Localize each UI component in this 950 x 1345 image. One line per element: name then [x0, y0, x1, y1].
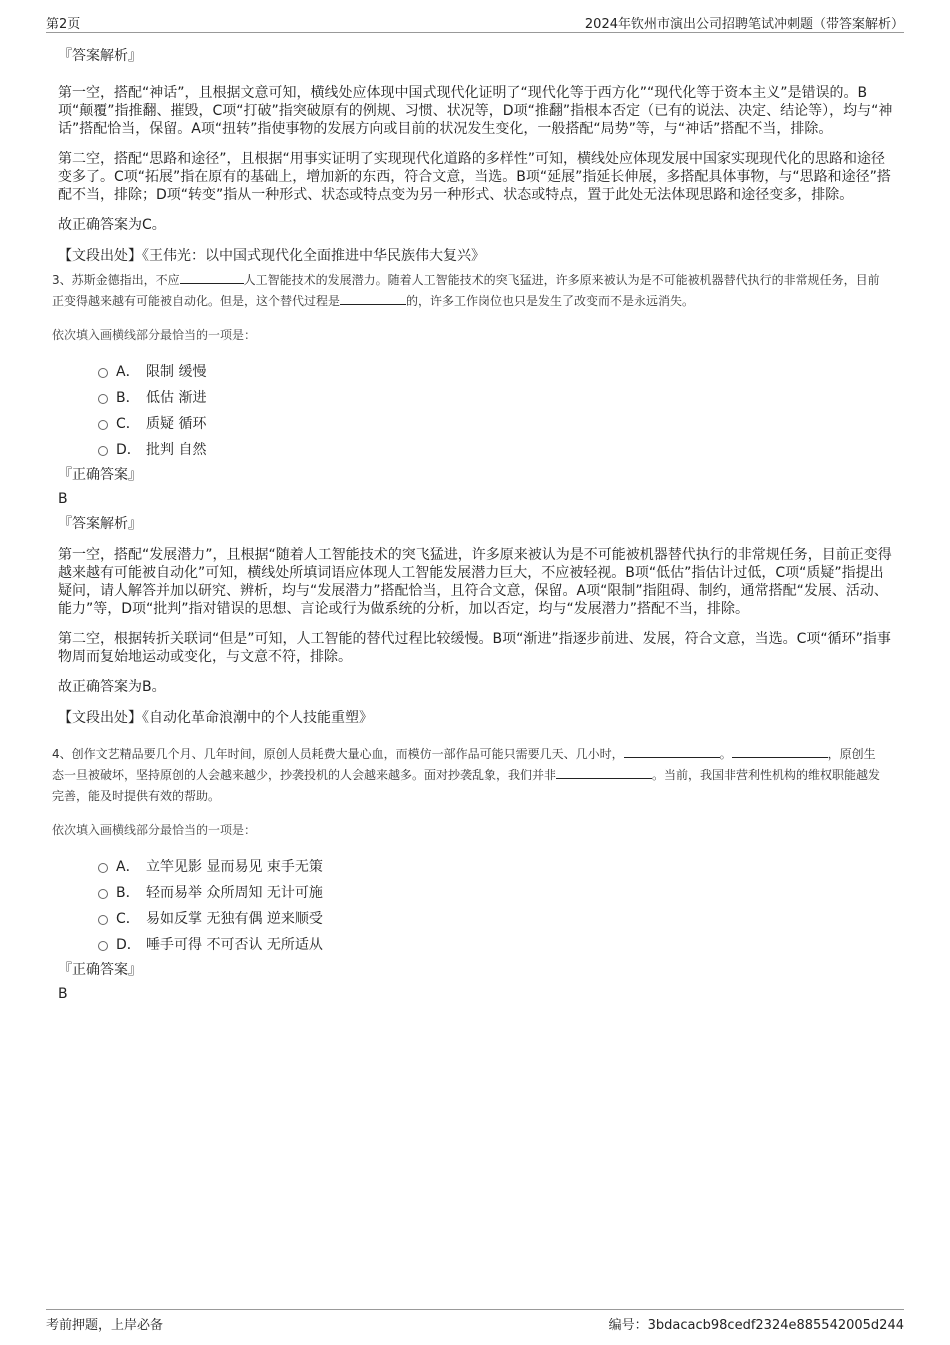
fill-blank	[340, 291, 406, 305]
correct-answer: B	[58, 986, 68, 1002]
radio-button-icon[interactable]	[98, 420, 108, 430]
footer-slogan: 考前押题，上岸必备	[46, 1318, 164, 1333]
fill-blank	[624, 744, 720, 758]
option-c[interactable]: C． 易如反掌 无独有偶 逆来顺受	[98, 905, 893, 931]
fill-blank	[556, 765, 652, 779]
radio-button-icon[interactable]	[98, 394, 108, 404]
fill-blank	[180, 270, 244, 284]
document-title: 2024年钦州市演出公司招聘笔试冲刺题（带答案解析）	[584, 17, 904, 32]
radio-button-icon[interactable]	[98, 915, 108, 925]
question-3-text: 3、苏斯金德指出，不应 人工智能技术的发展潜力。随着人工智能技术的突飞猛进，许多原来被认为是不可能被机器替代执行的非常规任务，目前正变得越来越有可能被自动化。但是，这个替代过程是 的，许多工作岗位也只是发生了改变而不是永远消失。	[52, 270, 887, 312]
option-d[interactable]: D． 唾手可得 不可否认 无所适从	[98, 931, 893, 957]
correct-answer: B	[58, 491, 68, 507]
question-4-options	[98, 853, 893, 957]
analysis-paragraph: 第二空，搭配“思路和途径”，且根据“用事实证明了实现现代化道路的多样性”可知，横线处应体现发展中国家实现现代化的思路和途径变多了。C项“拓展”指在原有的基础上，增加新的东西，符合文意，当选。B项“延展”指延长伸展，多搭配具体事物，与“思路和途径”搭配不当，排除；D项“转变”指从一种形式、状态或特点变为另一种形式、状态或特点，置于此处无法体现思路和途径变多，排除。	[58, 151, 891, 203]
correct-answer-label: 『正确答案』	[58, 962, 142, 978]
page-footer	[46, 1309, 904, 1333]
analysis-paragraph: 第一空，搭配“神话”，且根据文意可知，横线处应体现中国式现代化证明了“现代化等于西方化”“现代化等于资本主义”是错误的。B项“颠覆”指推翻、摧毁，C项“打破”指突破原有的例规、习惯、状况等，D项“推翻”指根本否定（已有的说法、决定、结论等），均与“神话”搭配恰当，保留。A项“扭转”指使事物的发展方向或目前的状况发生变化，一般搭配“局势”等，与“神话”搭配不当，排除。	[58, 85, 893, 137]
passage-source: 【文段出处】《自动化革命浪潮中的个人技能重塑》	[58, 710, 373, 726]
radio-button-icon[interactable]	[98, 863, 108, 873]
correct-answer-label: 『正确答案』	[58, 467, 142, 483]
fill-blank	[732, 744, 828, 758]
radio-button-icon[interactable]	[98, 368, 108, 378]
document-id: 编号：3bdacacb98cedf2324e885542005d244	[608, 1318, 904, 1333]
question-instruction: 依次填入画横线部分最恰当的一项是：	[52, 823, 257, 837]
radio-button-icon[interactable]	[98, 889, 108, 899]
question-4-text: 4、创作文艺精品要几个月、几年时间，原创人员耗费大量心血，而模仿一部作品可能只需要几天、几小时， 。 ，原创生态一旦被破坏，坚持原创的人会越来越少，抄袭投机的人会越来越多。面对抄袭乱象，我们并非 。当前，我国非营利性机构的维权职能越发完善，能及时提供有效的帮助。	[52, 744, 887, 807]
option-a[interactable]: A． 限制 缓慢	[98, 358, 893, 384]
passage-source: 【文段出处】《王伟光：以中国式现代化全面推进中华民族伟大复兴》	[58, 248, 485, 264]
radio-button-icon[interactable]	[98, 941, 108, 951]
analysis-paragraph: 第二空，根据转折关联词“但是”可知，人工智能的替代过程比较缓慢。B项“渐进”指逐步前进、发展，符合文意，当选。C项“循环”指事物周而复始地运动或变化，与文意不符，排除。	[58, 631, 891, 665]
analysis-paragraph: 第一空，搭配“发展潜力”，且根据“随着人工智能技术的突飞猛进，许多原来被认为是不可能被机器替代执行的非常规任务，目前正变得越来越有可能被自动化”可知，横线处所填词语应体现人工智能发展潜力巨大，不应被轻视。B项“低估”指估计过低，C项“质疑”指提出疑问，请人解答并加以研究、辨析，均与“发展潜力”搭配恰当，且符合文意，保留。A项“限制”指阻碍、制约，通常搭配“发展、活动、能力”等，D项“批判”指对错误的思想、言论或行为做系统的分析，加以否定，均与“发展潜力”搭配不当，排除。	[58, 547, 892, 617]
document-content	[52, 42, 893, 1009]
analysis-conclusion: 故正确答案为C。	[58, 217, 166, 233]
page-number: 第2页	[46, 17, 81, 32]
answer-analysis-label: 『答案解析』	[58, 516, 142, 532]
option-a[interactable]: A． 立竿见影 显而易见 束手无策	[98, 853, 893, 879]
radio-button-icon[interactable]	[98, 446, 108, 456]
option-b[interactable]: B． 轻而易举 众所周知 无计可施	[98, 879, 893, 905]
question-instruction: 依次填入画横线部分最恰当的一项是：	[52, 328, 257, 342]
option-d[interactable]: D． 批判 自然	[98, 436, 893, 462]
question-3-options	[98, 358, 893, 462]
analysis-conclusion: 故正确答案为B。	[58, 679, 166, 695]
option-b[interactable]: B． 低估 渐进	[98, 384, 893, 410]
option-c[interactable]: C． 质疑 循环	[98, 410, 893, 436]
answer-analysis-label: 『答案解析』	[58, 48, 142, 64]
page-header	[46, 10, 904, 33]
